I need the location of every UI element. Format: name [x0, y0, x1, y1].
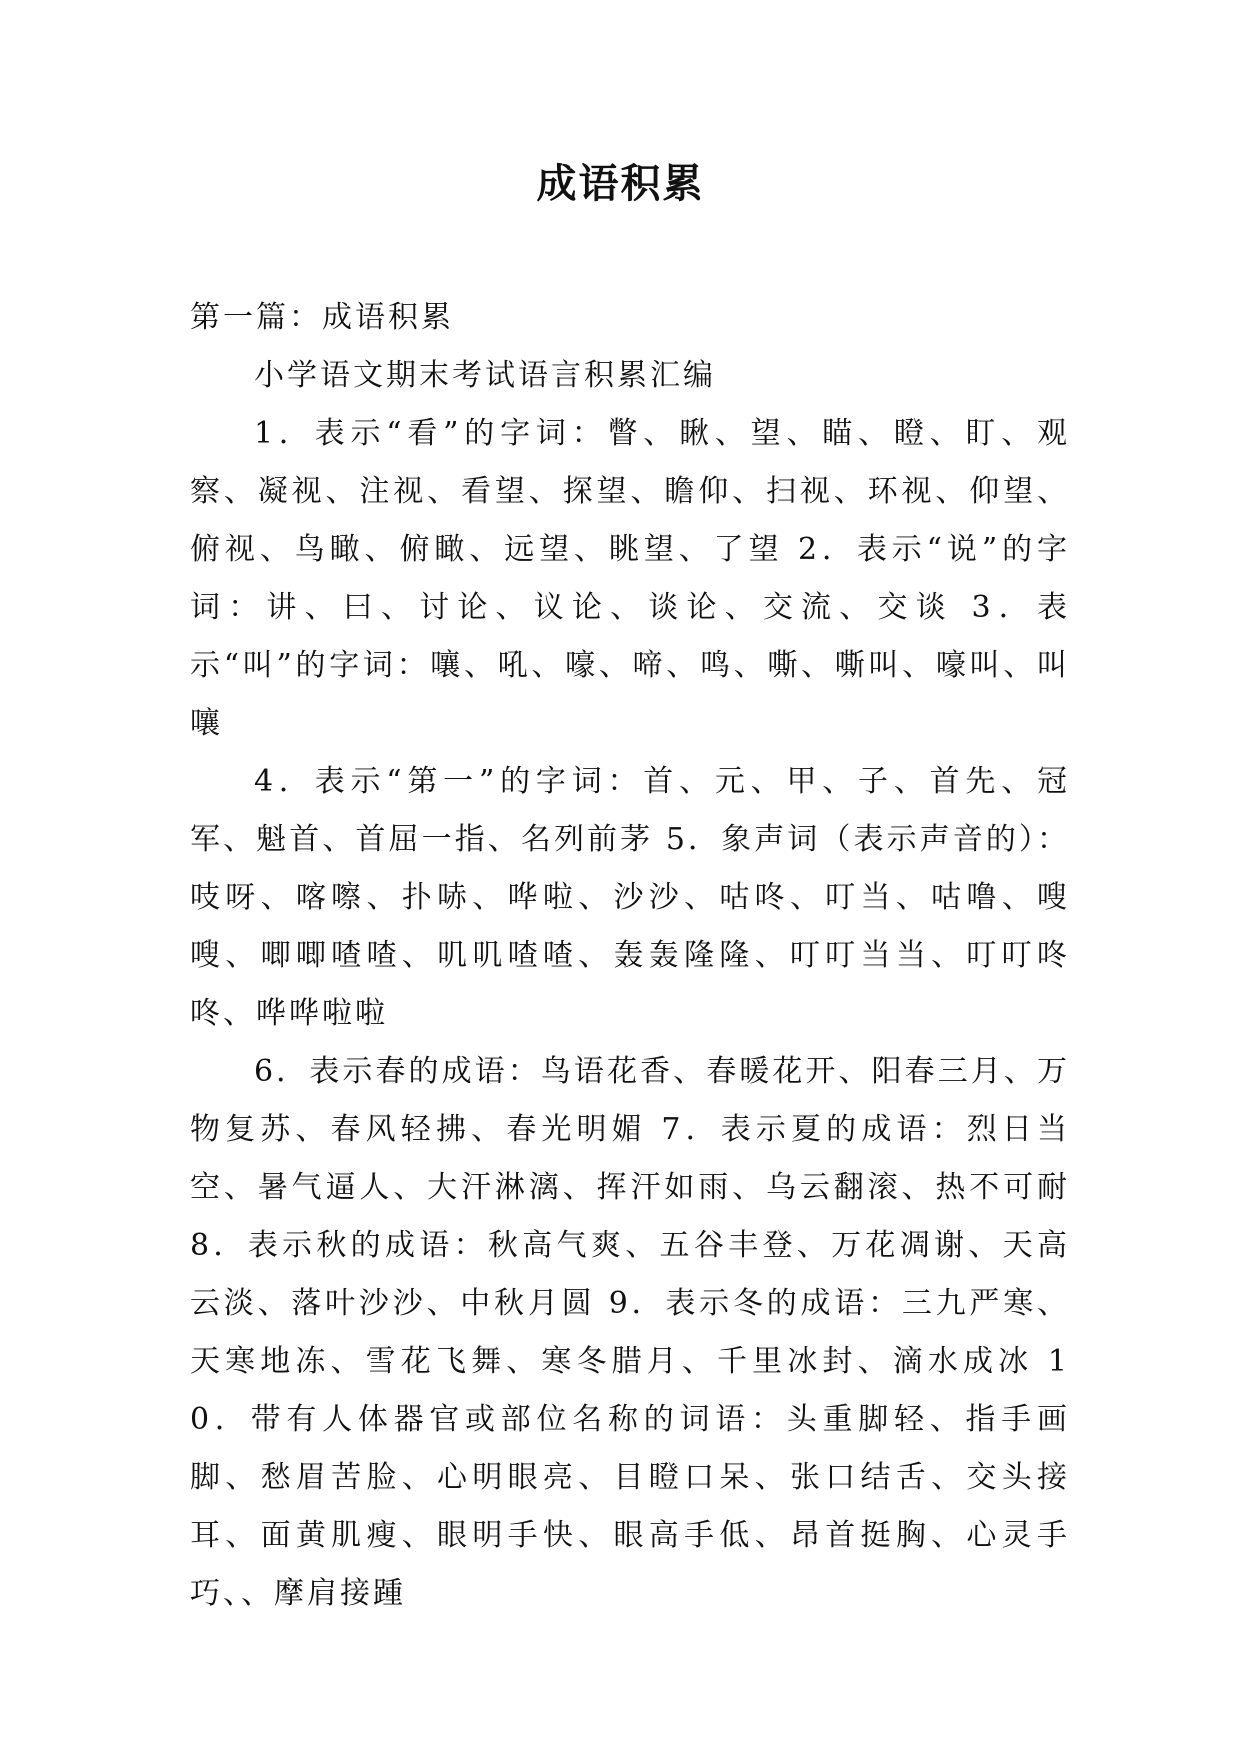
paragraph-first-onomatopoeia: 4．表示“第一”的字词：首、元、甲、子、首先、冠军、魁首、首屈一指、名列前茅 5．象声词（表示声音的）：吱呀、喀嚓、扑哧、哗啦、沙沙、咕咚、叮当、咕噜、嗖嗖、唧唧喳喳、叽叽喳喳、轰轰隆隆、叮叮当当、叮叮咚咚、哗哗啦啦 — [190, 764, 1070, 1031]
document-title: 成语积累 — [536, 161, 705, 207]
subtitle: 小学语文期末考试语言积累汇编 — [254, 358, 716, 393]
section-heading: 第一篇：成语积累 — [190, 300, 454, 335]
paragraph-look-say-call: 1．表示“看”的字词：瞥、瞅、望、瞄、瞪、盯、观察、凝视、注视、看望、探望、瞻仰、扫视、环视、仰望、俯视、鸟瞰、俯瞰、远望、眺望、了望 2．表示“说”的字词：讲、曰、讨论、议论、谈论、交流、交谈 3．表示“叫”的字词：嚷、吼、嚎、啼、鸣、嘶、嘶叫、嚎叫、叫嚷 — [190, 416, 1070, 741]
document-body — [190, 289, 1070, 1623]
paragraph-seasons-body-parts: 6．表示春的成语：鸟语花香、春暖花开、阳春三月、万物复苏、春风轻拂、春光明媚 7．表示夏的成语：烈日当空、暑气逼人、大汗淋漓、挥汗如雨、乌云翻滚、热不可耐 8．表示秋的成语：秋高气爽、五谷丰登、万花凋谢、天高云淡、落叶沙沙、中秋月圆 9．表示冬的成语：三九严寒、天寒地冻、雪花飞舞、寒冬腊月、千里冰封、滴水成冰 10．带有人体器官或部位名称的词语：头重脚轻、指手画脚、愁眉苦脸、心明眼亮、目瞪口呆、张口结舌、交头接耳、面黄肌瘦、眼明手快、眼高手低、昂首挺胸、心灵手巧、、摩肩接踵 — [190, 1054, 1070, 1611]
